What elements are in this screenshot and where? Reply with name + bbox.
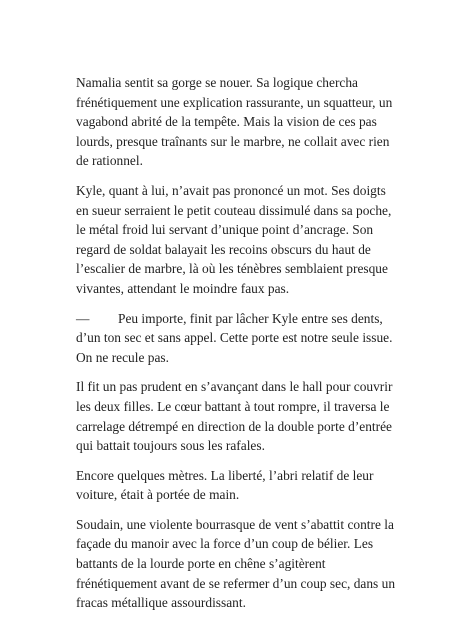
- text-line: Kyle, quant à lui, n’avait pas prononcé un mot. Ses doigts: [76, 182, 386, 198]
- text-line: façade du manoir avec la force d’un coup de bélier. Les: [76, 536, 374, 552]
- paragraph-3-dialogue: [76, 309, 393, 368]
- text-line: lourds, presque traînants sur le marbre, ne collait avec rien: [76, 133, 390, 149]
- text-line: Soudain, une violente bourrasque de vent s’abattit contre la: [76, 516, 394, 532]
- text-line: de rationnel.: [76, 153, 143, 169]
- text-line: On ne recule pas.: [76, 349, 169, 365]
- text-line: en sueur serraient le petit couteau dissimulé dans sa poche,: [76, 202, 392, 218]
- text-line: qui battait toujours sous les rafales.: [76, 438, 265, 454]
- text-line: l’escalier de marbre, là où les ténèbres semblaient presque: [76, 261, 388, 277]
- paragraph-1: [76, 73, 393, 171]
- text-line: regard de soldat balayait les recoins obscurs du haut de: [76, 241, 371, 257]
- text-line: vagabond abrité de la tempête. Mais la vision de ces pas: [76, 114, 377, 130]
- paragraph-5: [76, 466, 386, 505]
- paragraph-6: [76, 515, 396, 613]
- text-line: fracas métallique assourdissant.: [76, 595, 246, 611]
- text-line: carrelage détrempé en direction de la double porte d’entrée: [76, 418, 393, 434]
- text-line: vivantes, attendant le moindre faux pas.: [76, 280, 290, 296]
- dialogue-dash: —: [76, 310, 90, 326]
- text-line: Namalia sentit sa gorge se nouer. Sa logique chercha: [76, 75, 358, 90]
- text-line: Encore quelques mètres. La liberté, l’abri relatif de leur: [76, 467, 374, 483]
- text-line: les deux filles. Le cœur battant à tout rompre, il traversa le: [76, 398, 390, 414]
- paragraph-4: [76, 377, 393, 455]
- text-line: frénétiquement avant de se refermer d’un coup sec, dans un: [76, 575, 396, 591]
- body-text: [76, 73, 396, 623]
- text-line: d’un ton sec et sans appel. Cette porte est notre seule issue.: [76, 330, 393, 346]
- text-line: voiture, était à portée de main.: [76, 487, 240, 503]
- paragraph-2: [76, 181, 392, 299]
- text-line: Il fit un pas prudent en s’avançant dans le hall pour couvrir: [76, 379, 393, 395]
- text-line: frénétiquement une explication rassurante, un squatteur, un: [76, 94, 393, 110]
- text-line: Peu importe, finit par lâcher Kyle entre ses dents,: [118, 310, 383, 326]
- text-line: le métal froid lui servant d’unique point d’ancrage. Son: [76, 222, 374, 238]
- dialogue-first-line: [76, 309, 386, 329]
- text-line: battants de la lourde porte en chêne s’agitèrent: [76, 556, 326, 572]
